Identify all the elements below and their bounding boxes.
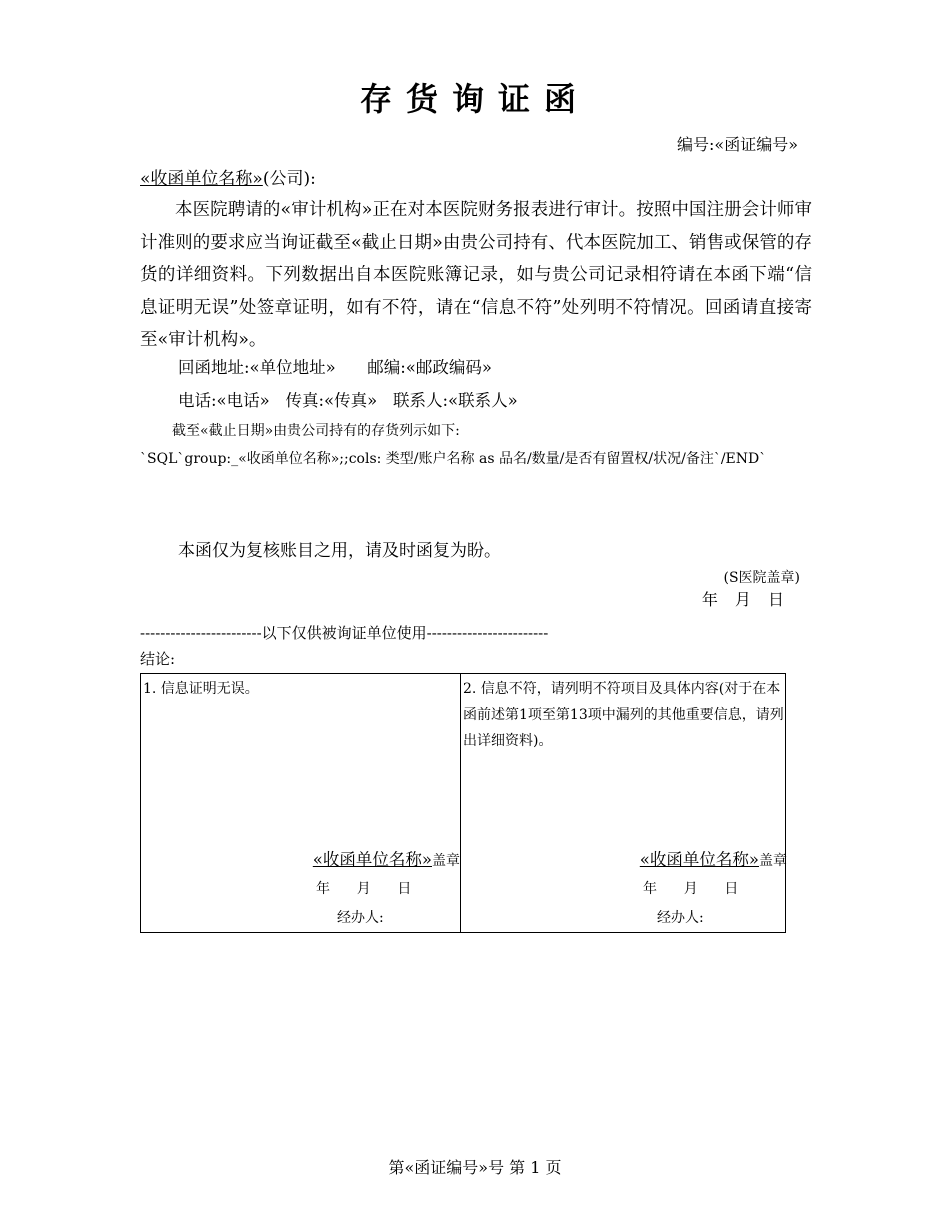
page-footer: 第«函证编号»号 第 1 页 bbox=[388, 1158, 562, 1177]
conclusion-label: 结论: bbox=[140, 650, 176, 668]
section-divider: ------------------------以下仅供被询证单位使用------------------------ bbox=[140, 624, 549, 642]
dispute-stamp bbox=[640, 846, 787, 870]
addressee-name: «收函单位名称» bbox=[140, 169, 263, 189]
addressee-suffix: (公司): bbox=[262, 169, 316, 189]
sender-date: 年 月 日 bbox=[701, 590, 790, 609]
dispute-cell bbox=[461, 674, 787, 932]
confirm-stamp bbox=[313, 846, 460, 870]
confirm-text: 1. 信息证明无误。 bbox=[143, 681, 259, 697]
sql-placeholder: `SQL`group:_«收函单位名称»;;cols: 类型/账户名称 as 品名/数量/是否有留置权/状况/备注`/END` bbox=[140, 451, 767, 467]
reply-address-line: 回函地址:«单位地址» 邮编:«邮政编码» bbox=[178, 358, 492, 377]
confirm-stamp-name: «收函单位名称» bbox=[312, 850, 432, 869]
contact-line: 电话:«电话» 传真:«传真» 联系人:«联系人» bbox=[178, 391, 518, 410]
dispute-date: 年 月 日 bbox=[643, 881, 739, 897]
sender-seal: (S医院盖章) bbox=[723, 570, 800, 586]
dispute-stamp-name: «收函单位名称» bbox=[639, 850, 759, 869]
confirm-cell bbox=[141, 674, 461, 932]
body-paragraph: 本医院聘请的«审计机构»正在对本医院财务报表进行审计。按照中国注册会计师审计准则的要求应当询证截至«截止日期»由贵公司持有、代本医院加工、销售或保管的存货的详细资料。下列数据出自本医院账簿记录，如与贵公司记录相符请在本函下端“信息证明无误”处签章证明，如有不符，请在“信息不符”处列明不符情况。回函请直接寄至«审计机构»。 bbox=[140, 200, 812, 350]
letter-title: 存货询证函 bbox=[359, 80, 590, 118]
closing-line: 本函仅为复核账目之用，请及时函复为盼。 bbox=[178, 541, 501, 561]
dispute-handler: 经办人: bbox=[657, 910, 704, 926]
addressee bbox=[140, 164, 316, 189]
confirm-stamp-suffix: 盖章 bbox=[432, 853, 460, 869]
dispute-stamp-suffix: 盖章 bbox=[759, 853, 787, 869]
dispute-text: 2. 信息不符，请列明不符项目及具体内容(对于在本函前述第1项至第13项中漏列的其他重要信息，请列出详细资料)。 bbox=[463, 681, 784, 749]
response-table bbox=[140, 673, 786, 933]
confirm-date: 年 月 日 bbox=[316, 881, 412, 897]
confirm-handler: 经办人: bbox=[337, 910, 384, 926]
inventory-intro: 截至«截止日期»由贵公司持有的存货列示如下: bbox=[172, 423, 460, 439]
document-number: 编号:«函证编号» bbox=[677, 135, 798, 154]
